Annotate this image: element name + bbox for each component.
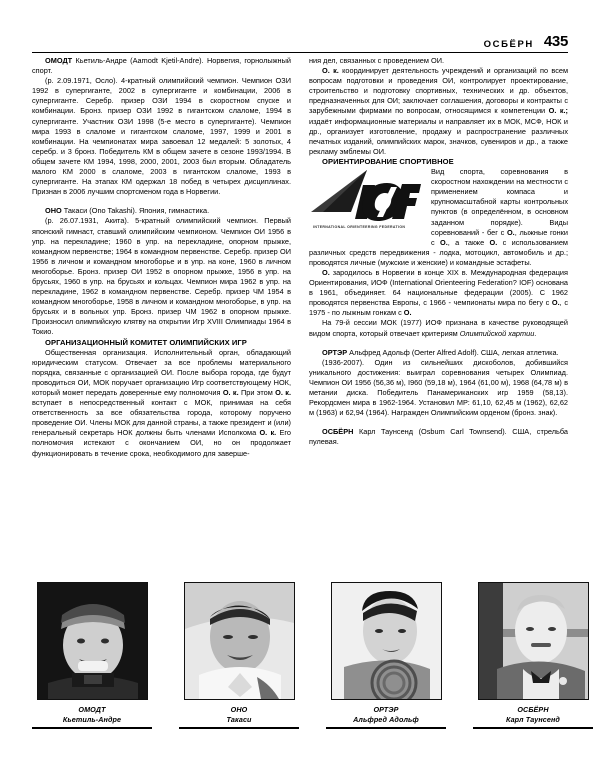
orient-abbr-o1: О. xyxy=(506,227,515,237)
portrait-cell-osburn xyxy=(473,582,593,742)
orient-text-1a: Вид спорта, соревнования в скоростном нахождении на местности с применением компаса и крупномасштабной карты контрольных пунктов (в определённом, в основном заданном порядке). Виды соревнований - бег с xyxy=(431,167,568,237)
entry-omodt xyxy=(32,56,291,197)
portrait-given-osburn: Карл Таунсенд xyxy=(506,714,560,724)
headword-osburn: ОСБЁРН xyxy=(322,427,354,437)
orient-abbr-o2: О. xyxy=(440,237,448,247)
orient-text-3a: На 79-й сессии МОК (1977) ИОФ признана в качестве руководящей видом спорта, который отвечает критериям xyxy=(309,318,568,338)
orient-text-2c: , с 1975 - по лыжным гонкам с xyxy=(309,298,568,318)
orient-abbr-o4: О. xyxy=(551,298,560,308)
portrait-given-ono: Такаси xyxy=(226,714,252,724)
portrait-surname-osburn: ОСБЁРН xyxy=(517,705,549,714)
portrait-surname-oerter: ОРТЭР xyxy=(373,705,399,714)
portrait-cell-aamodt xyxy=(32,582,152,742)
portrait-rule xyxy=(32,727,152,728)
headword-ono: ОНО xyxy=(45,206,62,216)
portrait-given-aamodt: Кьетиль-Андре xyxy=(62,714,122,724)
entry-ono-head xyxy=(32,206,291,216)
portrait-photo-ono xyxy=(184,582,295,700)
entry-omodt-head xyxy=(32,56,291,76)
iof-logo-caption: INTERNATIONAL ORIENTEERING FEDERATION xyxy=(313,224,406,229)
orient-text-1c: , а также xyxy=(447,237,490,247)
portrait-caption-oerter xyxy=(353,705,419,724)
portrait-surname-aamodt: ОМОДТ xyxy=(78,705,106,714)
portrait-given-oerter: Альфред Адольф xyxy=(353,714,419,724)
iof-logo-box xyxy=(309,169,421,241)
entry-oerter-body: (1936-2007). Один из сильнейших дискоболов, добившийся уникального достижения: выиграл соревнования четырех Олимпиад. Чемпион ОИ 1956 (56,36 м), I960 (59,18 м), 1964 (61,00 м), 1968 (64,78 м) в метании диска. Победитель Панамериканских игр 1959 (58,13). Рекордсмен мира в 1962-1964. Установил МР: 61,10, 62,45 м (1962), 62,62 м (1963) и 62,94 (1964). Награжден Олимпийским орденом (бронз. знак). xyxy=(309,357,568,418)
portrait-caption-aamodt xyxy=(63,705,121,724)
portrait-rule xyxy=(473,727,593,728)
orient-charter-italic: Олимпийской хартии xyxy=(459,328,535,338)
portrait-surname-ono: ОНО xyxy=(230,705,248,714)
headword-osburn-rest: Карл Таунсенд (Osbum Carl Townsend). США, стрельба пулевая. xyxy=(309,427,568,447)
section-title-orienteering: ОРИЕНТИРОВАНИЕ СПОРТИВНОЕ xyxy=(322,156,454,166)
portrait-photo-oerter xyxy=(331,582,442,700)
entry-osburn xyxy=(309,427,568,447)
entry-organizing-committee xyxy=(32,338,291,459)
entry-osburn-head xyxy=(309,427,568,447)
orient-text-2b: зародилось в Норвегии в конце XIX в. Международная федерация Ориентирования, ИОФ (International Orienteering Federation? IOF) основана в 1961, объединяет. 64 национальные федерации (2005). С 1962 проводятся первенства Европы, с 1966 - чемпионаты мира по бегу с xyxy=(309,267,568,308)
portrait-photo-aamodt xyxy=(37,582,148,700)
orient-text-1d: с использованием различных средств передвижения - лодка, мотоцикл, автомобиль и др.; проводятся личные (мужские и женские) и командные эстафеты. xyxy=(309,237,568,267)
portrait-rule xyxy=(326,727,446,728)
orient-abbr-o5: О. xyxy=(403,308,412,318)
orienteering-paragraph-3 xyxy=(309,318,568,338)
running-head-title: ОСБЁРН xyxy=(483,39,534,50)
continuation-text: ния дел, связанных с проведением ОИ. xyxy=(309,56,445,65)
orient-abbr-o3: О. xyxy=(489,237,498,247)
section-body-organizing-committee xyxy=(32,348,291,459)
oc-text-2: При этом xyxy=(238,388,276,397)
orient-text-1b: , лыжные гонки с xyxy=(431,227,568,247)
headword-oerter: ОРТЭР xyxy=(322,347,348,357)
page-number: 435 xyxy=(543,33,568,50)
left-column xyxy=(32,56,291,568)
portrait-rule xyxy=(179,727,299,728)
portrait-caption-ono xyxy=(226,705,251,724)
entry-oerter xyxy=(309,348,568,419)
okk-text-1: координирует деятельность учреждений и организаций по всем вопросам подготовки и проведения ОИ, контролирует проектирование, строительство и подготовку спортивных, технических и др. объектов, предназначенных для ОИ; заключает соглашения, договоры и контракты с зарубежными фирмами по вопросам, относящимся к компетенции xyxy=(309,66,568,116)
headword-omodt-rest: Кьетиль-Андре (Aamodt Kjetil-Andre). Норвегия, горнолыжный спорт. xyxy=(32,56,291,76)
oc-text-4: Его полномочия истекают с окончанием ОИ, но он продолжает функционировать в течение срока, необходимого для заверше- xyxy=(32,428,292,458)
right-column xyxy=(309,56,568,568)
oc-text-1: Общественная организация. Исполнительный орган, обладающий юридическим статусом. Отвечает за все проблемы материального порядка, связанные с организацией ОИ. После выбора города, где будут проводиться ОИ, МОК поручает организацию Игр соответствующему НОК, который может передать доверенные ему полномочия xyxy=(32,347,291,397)
portrait-caption-osburn xyxy=(506,705,560,724)
iof-logo xyxy=(309,169,421,241)
okk-abbr-mid: О. к.; xyxy=(548,106,568,116)
oc-abbr-3: О. к. xyxy=(259,428,277,438)
section-title-organizing-committee: ОРГАНИЗАЦИОННЫЙ КОМИТЕТ ОЛИМПИЙСКИХ ИГР xyxy=(45,337,247,347)
running-head xyxy=(32,28,568,53)
orienteering-paragraph-2 xyxy=(309,268,568,318)
entry-omodt-body: (р. 2.09.1971, Осло). 4-кратный олимпийский чемпион. Чемпион ОЗИ 1992 в супергиганте, 2002 в супергиганте и комбинации, 2006 в супергиганте. Серебр. призер ОЗИ 1994 в скоростном спуске и комбинации. Бронз. призер ОЗИ 1992 в гигантском слаломе, 1994 в супергиганте. Участник ОЗИ 1998 (5-е место в супергиганте). Чемпион мира 1993 в слаломе и гигантском слаломе, 1997, 1999 и 2001 в комбинации. На чемпионатах мира завоевал 12 медалей: 5 золотых, 4 серебр. и 3 бронз. Победитель КМ в общем зачете в сезоне 1993/1994. В общем зачете КМ 1994, 1998, 2000, 2001, 2003 был вторым. Обладатель малого КМ 2000 в слаломе, 2003 в гигантском слаломе, 1993 в супергиганте. На этапах КМ одержал 18 побед в четырех дисциплинах. Признан в 2006 лучшим спортсменом года в Норвегии. xyxy=(32,76,291,197)
oc-abbr-2: О. к. xyxy=(275,388,291,397)
portrait-cell-oerter xyxy=(326,582,446,742)
orienteering-block xyxy=(309,167,568,339)
entry-ono xyxy=(32,206,291,337)
okk-text-2: издаёт информационные материалы и направляет их в МОК, МСФ, НОК и др., организует изготовление, продажу и распространение различных печатных изданий, олимпийских марок, значков, сувениров и др., а также рекламу эмблемы ОИ. xyxy=(309,116,568,156)
orient-text-3b: . xyxy=(534,328,537,338)
entry-oerter-head xyxy=(309,348,568,358)
okk-abbr-lead: О. к. xyxy=(322,66,339,76)
entry-ono-body: (р. 26.07.1931, Акита). 5-кратный олимпийский чемпион. Первый японский гимнаст, ставший олимпийским чемпионом. Чемпион ОИ 1956 в упр. на перекладине; 1960 в упр. на перекладине, опорном прыжке, командном первенстве; 1964 в командном первенстве. Серебр. призер ОИ 1956 в личном и командном многоборье и в упр. на коне, 1960 в личном многоборье. Бронз. призер ОИ 1952 в опорном прыжке, 1956 в упр. на брусьях, 1960 в упр. на брусьях и кольцах. Чемпион мира 1962 в упр. на перекладине, 1962 в командном первенстве. Серебр. призер ЧМ 1954 в командном многоборье, 1958 в личном и командном многоборье, в упр. на брусьях и в вольных упр. Бронз. призер ЧМ 1962 в опорном прыжке. Произносил олимпийскую клятву на открытии Игр XVIII Олимпиады 1964 в Токио. xyxy=(32,216,291,337)
headword-omodt: ОМОДТ xyxy=(45,56,73,65)
headword-ono-rest: Такаси (Ono Takashi). Япония, гимнастика. xyxy=(61,206,210,216)
oc-abbr-1: О. к. xyxy=(222,388,239,397)
body-columns xyxy=(32,56,568,568)
headword-oerter-rest: Альфред Адольф (Oerter Alfred Adolf). США, легкая атлетика. xyxy=(347,347,559,357)
portrait-cell-ono xyxy=(179,582,299,742)
portrait-photo-osburn xyxy=(478,582,589,700)
oc-text-3: вступает в непосредственный контакт с МОК, принимая на себя ответственность за все обязательства города, которому поручено проведение ОИ. Члены МОК для данной страны, а также президент и (или) генеральный секретарь НОК должны быть членами Исполкома xyxy=(32,398,291,438)
okk-paragraph xyxy=(309,66,568,157)
portrait-strip xyxy=(32,582,568,742)
orient-abbr-o-lead: О. xyxy=(322,267,330,277)
